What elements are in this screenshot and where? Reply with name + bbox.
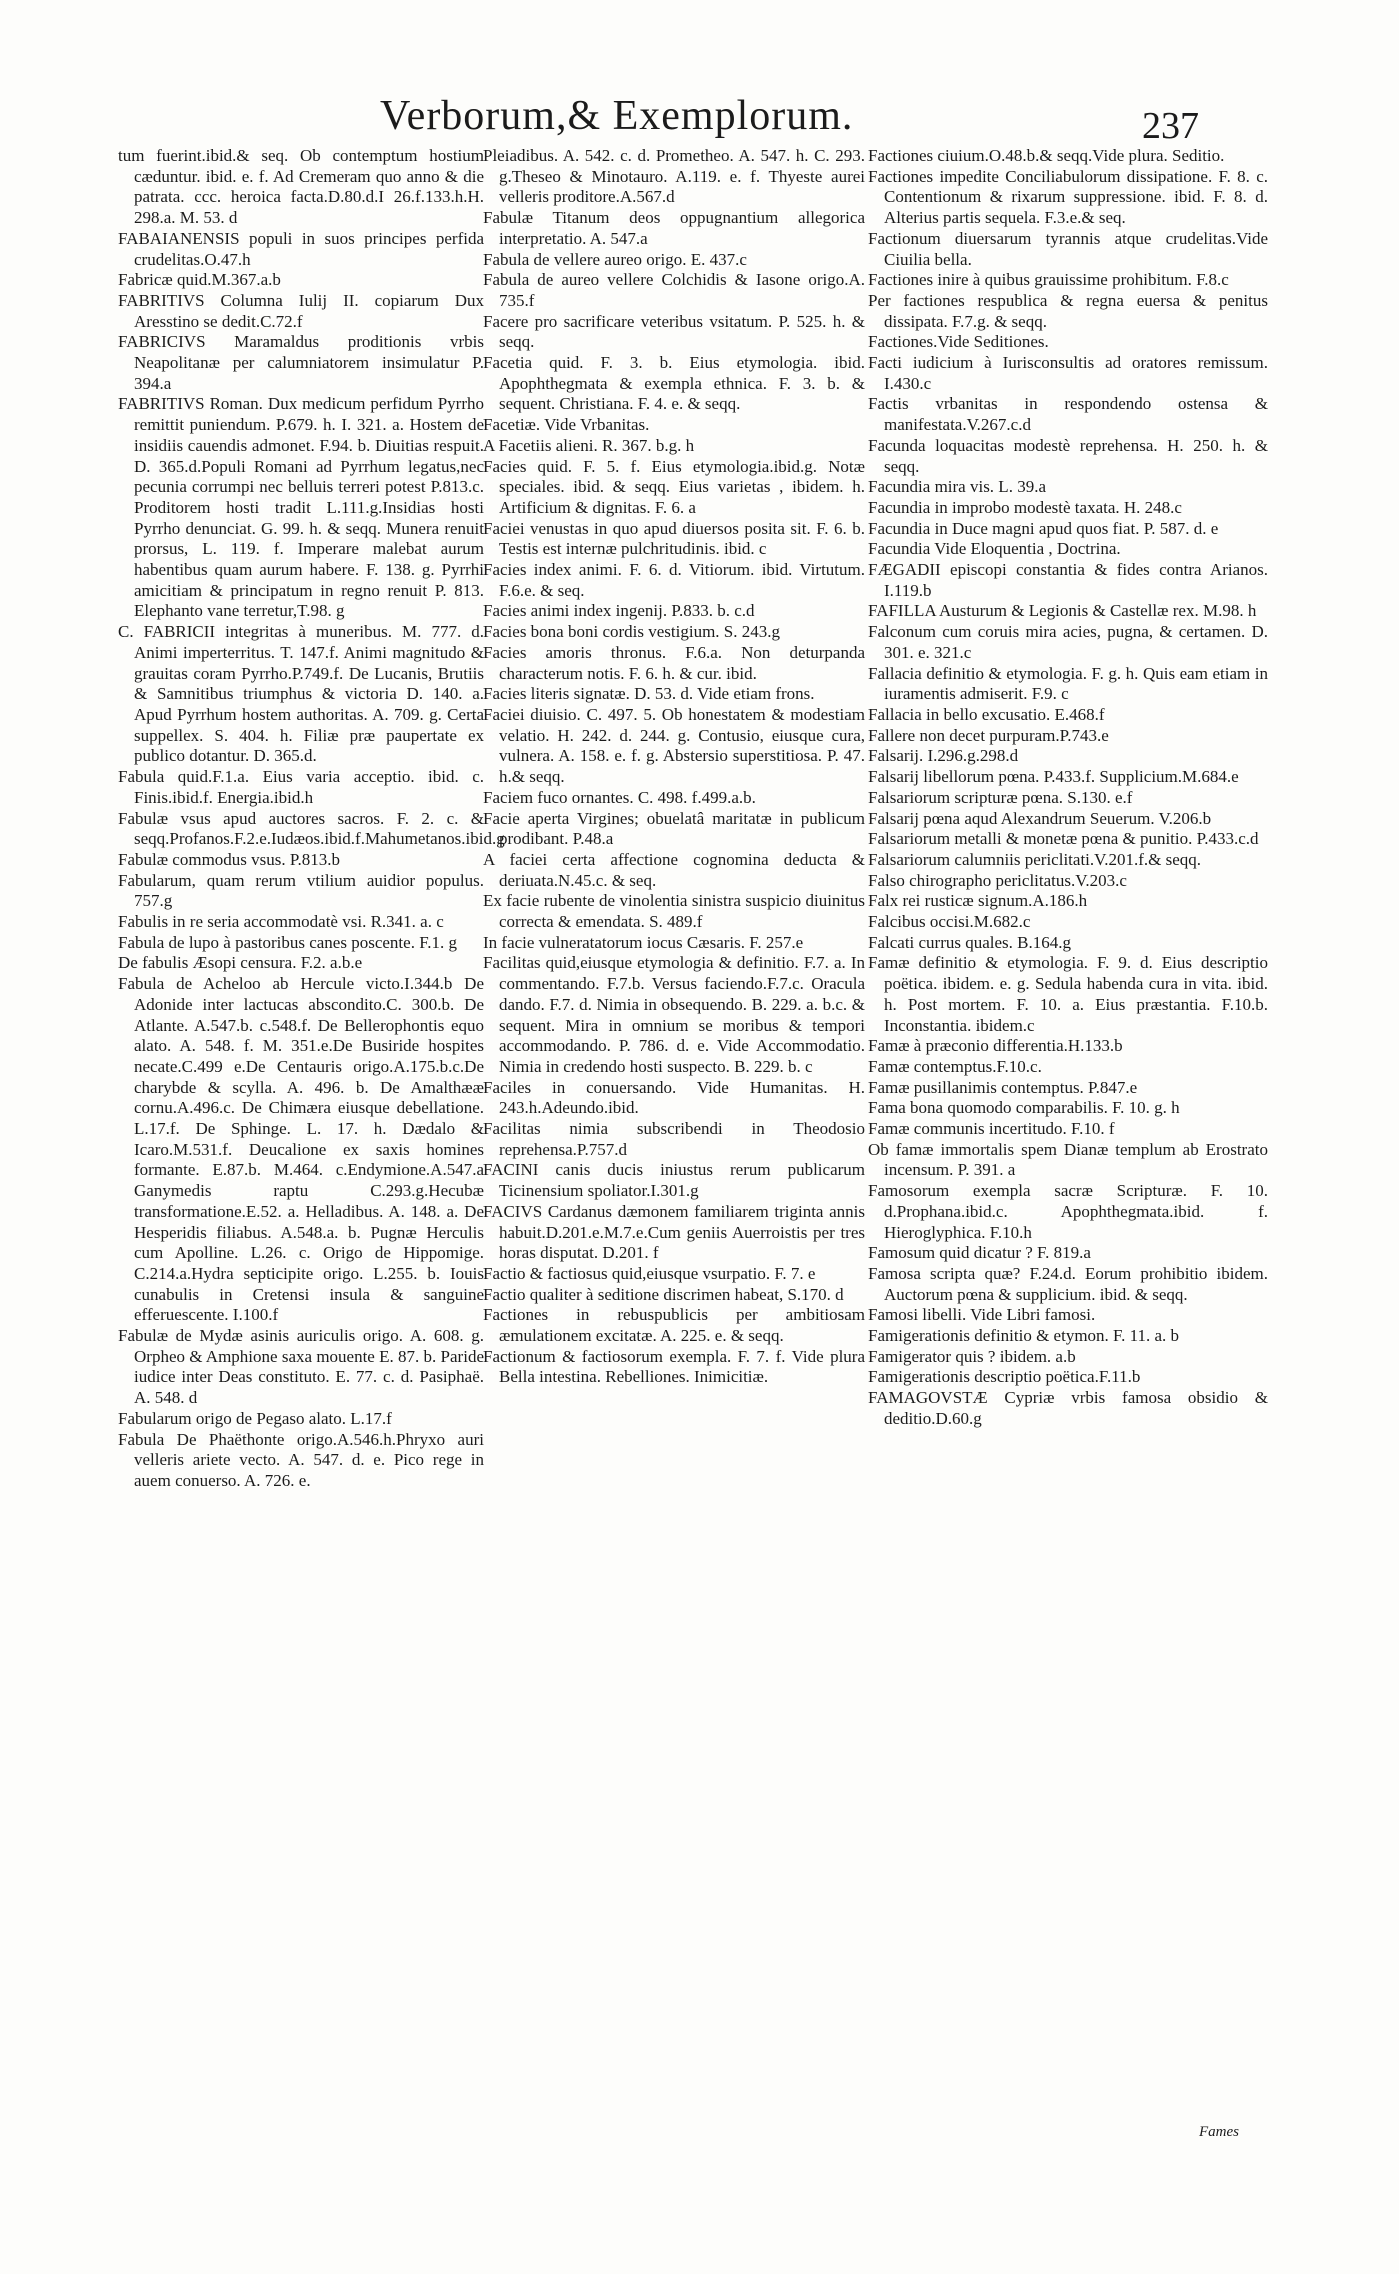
index-entry: Facundia mira vis. L. 39.a	[868, 477, 1046, 497]
index-entry: Falsariorum calumniis periclitati.V.201.f.& seqq.	[868, 849, 1202, 869]
index-entry: Fama bona quomodo comparabilis. F. 10. g. h	[868, 1098, 1180, 1118]
index-entry: Factiones.Vide Seditiones.	[868, 332, 1049, 352]
index-entry: Facies quid. F. 5. f. Eius etymologia.ibid.g. Notæ speciales. ibid. & seqq. Eius varietas , ibidem. h. Artificium & dignitas. F. 6. a	[483, 456, 865, 517]
index-entry: Faciem fuco ornantes. C. 498. f.499.a.b.	[483, 787, 756, 807]
index-entry: Facundia in improbo modestè taxata. H. 248.c	[868, 497, 1182, 517]
index-entry: Famæ communis incertitudo. F.10. f	[868, 1119, 1115, 1139]
index-entry: Faciles in conuersando. Vide Humanitas. H. 243.h.Adeundo.ibid.	[483, 1077, 865, 1118]
index-entry: Fabula De Phaëthonte origo.A.546.h.Phryxo auri velleris ariete vecto. A. 547. d. e. Pico rege in auem conuerso. A. 726. e.	[118, 1429, 484, 1490]
index-entry: Factiones impedite Conciliabulorum dissipatione. F. 8. c. Contentionum & rixarum suppressione. ibid. F. 8. d. Alterius partis sequela. F.3.e.& seq.	[868, 166, 1268, 228]
page-number: 237	[1142, 105, 1199, 147]
index-entry: FABAIANENSIS populi in suos principes perfida crudelitas.O.47.h	[118, 228, 484, 269]
running-head: Verborum,& Exemplorum.	[380, 93, 854, 139]
index-column-right	[868, 146, 1268, 1430]
index-entry: Factio & factiosus quid,eiusque vsurpatio. F. 7. e	[483, 1263, 816, 1283]
index-entry: Facetiæ. Vide Vrbanitas.	[483, 415, 650, 435]
index-entry: Falcati currus quales. B.164.g	[868, 932, 1072, 952]
index-entry: Falsarij. I.296.g.298.d	[868, 746, 1019, 766]
index-entry: Fabula de lupo à pastoribus canes poscente. F.1. g	[118, 932, 458, 952]
index-entry: Fallere non decet purpuram.P.743.e	[868, 725, 1109, 745]
index-entry: FAFILLA Austurum & Legionis & Castellæ rex. M.98. h	[868, 601, 1257, 621]
index-entry: De fabulis Æsopi censura. F.2. a.b.e	[118, 953, 363, 973]
index-entry: Factiones inire à quibus grauissime prohibitum. F.8.c	[868, 270, 1229, 290]
index-entry: Famigerationis definitio & etymon. F. 11. a. b	[868, 1326, 1180, 1346]
index-entry: In facie vulneratatorum iocus Cæsaris. F. 257.e	[483, 932, 804, 952]
index-entry: Faciei diuisio. C. 497. 5. Ob honestatem & modestiam velatio. H. 242. d. 244. g. Contusio, eiusque cura, vulnera. A. 158. e. f. g. Abstersio superstitiosa. P. 47. h.& seqq.	[483, 704, 865, 787]
index-entry: Famigerator quis ? ibidem. a.b	[868, 1346, 1076, 1366]
index-entry: Factionum & factiosorum exempla. F. 7. f. Vide plura Bella intestina. Rebelliones. Inimicitiæ.	[483, 1346, 865, 1387]
index-entry: Falsarij libellorum pœna. P.433.f. Supplicium.M.684.e	[868, 767, 1239, 787]
index-entry: Falx rei rusticæ signum.A.186.h	[868, 891, 1088, 911]
index-entry: Facie aperta Virgines; obuelatâ maritatæ in publicum prodibant. P.48.a	[483, 808, 865, 849]
index-entry: FAMAGOVSTÆ Cypriæ vrbis famosa obsidio & deditio.D.60.g	[868, 1388, 1268, 1428]
index-entry: Factiones in rebuspublicis per ambitiosam æmulationem excitatæ. A. 225. e. & seqq.	[483, 1305, 865, 1346]
index-entry: Fabulæ commodus vsus. P.813.b	[118, 849, 340, 869]
index-entry: Facilitas quid,eiusque etymologia & definitio. F.7. a. In commentando. F.7.b. Versus faciendo.F.7.c. Oracula dando. F.7. d. Nimia in obsequendo. B. 229. a. b.c. & sequent. Mira in omnium se moribus & tempori accommodando. P. 786. d. e. Vide Accommodatio. Nimia in credendo hosti suspecto. B. 229. b. c	[483, 953, 865, 1076]
index-entry: Fallacia definitio & etymologia. F. g. h. Quis eam etiam in iuramentis admiserit. F.9. c	[868, 663, 1268, 704]
index-entry: Factis vrbanitas in respondendo ostensa & manifestata.V.267.c.d	[868, 394, 1268, 435]
index-entry: Fabulæ Titanum deos oppugnantium allegorica interpretatio. A. 547.a	[483, 208, 865, 248]
index-entry: Facundia Vide Eloquentia , Doctrina.	[868, 539, 1121, 559]
index-entry: C. FABRICII integritas à muneribus. M. 777. d. Animi imperterritus. T. 147.f. Animi magnitudo & grauitas coram Pyrrho.P.749.f. De Lucanis, Brutiis & Samnitibus triumphus & victoria D. 140. a. Apud Pyrrhum hostem authoritas. A. 709. g. Certa suppellex. S. 404. h. Filiæ præ paupertate ex publico dotantur. D. 365.d.	[118, 622, 484, 766]
index-entry: tum fuerint.ibid.& seq. Ob contemptum hostium cæduntur. ibid. e. f. Ad Cremeram quo anno & die patrata. ccc. heroica facta.D.80.d.I 26.f.133.h.H. 298.a. M. 53. d	[118, 146, 484, 228]
index-entry: Ob famæ immortalis spem Dianæ templum ab Erostrato incensum. P. 391. a	[868, 1139, 1268, 1180]
index-entry: Facies literis signatæ. D. 53. d. Vide etiam frons.	[483, 684, 815, 704]
index-entry: Ex facie rubente de vinolentia sinistra suspicio diuinitus correcta & emendata. S. 489.f	[483, 891, 865, 932]
index-entry: Falconum cum coruis mira acies, pugna, & certamen. D. 301. e. 321.c	[868, 622, 1268, 662]
index-entry: Facies amoris thronus. F.6.a. Non deturpanda characterum notis. F. 6. h. & cur. ibid.	[483, 642, 865, 683]
index-entry: Facilitas nimia subscribendi in Theodosio reprehensa.P.757.d	[483, 1119, 865, 1159]
index-entry: Facere pro sacrificare veteribus vsitatum. P. 525. h. & seqq.	[483, 311, 865, 352]
index-entry: Per factiones respublica & regna euersa & penitus dissipata. F.7.g. & seqq.	[868, 290, 1268, 331]
index-entry: Factio qualiter à seditione discrimen habeat, S.170. d	[483, 1284, 844, 1304]
index-entry: Facies bona boni cordis vestigium. S. 243.g	[483, 622, 781, 642]
index-entry: Fabularum origo de Pegaso alato. L.17.f	[118, 1408, 392, 1428]
index-entry: Facunda loquacitas modestè reprehensa. H. 250. h. & seqq.	[868, 435, 1268, 476]
index-entry: Fabulis in re seria accommodatè vsi. R.341. a. c	[118, 912, 444, 932]
index-entry: Fabulæ de Mydæ asinis auriculis origo. A. 608. g. Orpheo & Amphione saxa mouente E. 87. b. Paride iudice inter Deas constituto. E. 77. c. d. Pasiphaë. A. 548. d	[118, 1326, 484, 1408]
index-column-left	[118, 146, 505, 1492]
index-entry: Fabula de Acheloo ab Hercule victo.I.344.b De Adonide inter lactucas abscondito.C. 300.b. De Atlante. A.547.b. c.548.f. De Bellerophontis equo alato. A. 548. f. M. 351.e.De Busiride hospites necate.C.499 e.De Centauris origo.A.175.b.c.De charybde & scylla. A. 496. b. De Amalthææ cornu.A.496.c. De Chimæra eiusque debellatione. L.17.f. De Sphinge. L. 17. h. Dædalo & Icaro.M.531.f. Deucalione ex saxis homines formante. E.87.b. M.464. c.Endymione.A.547.a Ganymedis raptu C.293.g.Hecubæ transformatione.E.52. a. Helladibus. A. 148. a. De Hesperidis filiabus. A.548.a. b. Pugnæ Herculis cum Apolline. L.26. c. Origo de Hippomige. C.214.a.Hydra septicipite origo. L.255. b. Iouis cunabulis in Cretensi insula & sanguine efferuescente. I.100.f	[118, 974, 484, 1325]
index-entry: Facies animi index ingenij. P.833. b. c.d	[483, 601, 755, 621]
index-entry: Famosa scripta quæ? F.24.d. Eorum prohibitio ibidem. Auctorum pœna & supplicium. ibid. & seqq.	[868, 1263, 1268, 1304]
index-entry: FACIVS Cardanus dæmonem familiarem triginta annis habuit.D.201.e.M.7.e.Cum geniis Auerroistis per tres horas disputat. D.201. f	[483, 1201, 865, 1263]
index-entry: FABRITIVS Columna Iulij II. copiarum Dux Aresstino se dedit.C.72.f	[118, 290, 484, 331]
index-entry: A faciei certa affectione cognomina deducta & deriuata.N.45.c. & seq.	[483, 849, 865, 890]
index-entry: Fabulæ vsus apud auctores sacros. F. 2. c. & seqq.Profanos.F.2.e.Iudæos.ibid.f.Mahumetanos.ibid.g	[118, 808, 505, 849]
index-entry: FACINI canis ducis iniustus rerum publicarum Ticinensium spoliator.I.301.g	[483, 1160, 865, 1201]
index-entry: Facies index animi. F. 6. d. Vitiorum. ibid. Virtutum. F.6.e. & seq.	[483, 560, 865, 600]
index-entry: Pleiadibus. A. 542. c. d. Prometheo. A. 547. h. C. 293. g.Theseo & Minotauro. A.119. e. f. Thyeste aurei velleris proditore.A.567.d	[483, 146, 865, 207]
index-entry: Falcibus occisi.M.682.c	[868, 912, 1031, 932]
index-entry: Fabula de aureo vellere Colchidis & Iasone origo.A. 735.f	[483, 270, 865, 310]
index-entry: Famosi libelli. Vide Libri famosi.	[868, 1305, 1096, 1325]
index-entry: Fallacia in bello excusatio. E.468.f	[868, 704, 1105, 724]
index-entry: Famosum quid dicatur ? F. 819.a	[868, 1243, 1091, 1263]
index-entry: FABRICIVS Maramaldus proditionis vrbis Neapolitanæ per calumniatorem insimulatur P. 394.a	[118, 332, 484, 393]
index-entry: Famæ definitio & etymologia. F. 9. d. Eius descriptio poëtica. ibidem. e. g. Sedula habenda cura in vita. ibid. h. Post mortem. F. 10. a. Eius præstantia. F.10.b. Inconstantia. ibidem.c	[868, 953, 1268, 1035]
index-entry: Falsarij pœna aqud Alexandrum Seuerum. V.206.b	[868, 808, 1212, 828]
index-entry: Famæ contemptus.F.10.c.	[868, 1056, 1042, 1076]
index-entry: A Facetiis alieni. R. 367. b.g. h	[483, 435, 695, 455]
index-entry: Famæ à præconio differentia.H.133.b	[868, 1036, 1123, 1056]
index-entry: FÆGADII episcopi constantia & fides contra Arianos. I.119.b	[868, 560, 1268, 600]
index-entry: Famigerationis descriptio poëtica.F.11.b	[868, 1367, 1141, 1387]
index-entry: Factionum diuersarum tyrannis atque crudelitas.Vide Ciuilia bella.	[868, 228, 1268, 269]
index-entry: Falso chirographo periclitatus.V.203.c	[868, 870, 1127, 890]
index-entry: Famosorum exempla sacræ Scripturæ. F. 10. d.Prophana.ibid.c. Apophthegmata.ibid. f. Hieroglyphica. F.10.h	[868, 1181, 1268, 1242]
index-entry: Falsariorum scripturæ pœna. S.130. e.f	[868, 787, 1133, 807]
index-column-middle	[483, 146, 865, 1388]
index-entry: Fabularum, quam rerum vtilium auidior populus. 757.g	[118, 870, 484, 911]
index-entry: Falsariorum metalli & monetæ pœna & punitio. P.433.c.d	[868, 829, 1259, 849]
index-entry: Fabula de vellere aureo origo. E. 437.c	[483, 249, 747, 269]
index-entry: Famæ pusillanimis contemptus. P.847.e	[868, 1077, 1138, 1097]
index-entry: Facundia in Duce magni apud quos fiat. P. 587. d. e	[868, 518, 1219, 538]
index-entry: Facti iudicium à Iurisconsultis ad oratores remissum. I.430.c	[868, 353, 1268, 393]
index-entry: Fabula quid.F.1.a. Eius varia acceptio. ibid. c. Finis.ibid.f. Energia.ibid.h	[118, 767, 484, 807]
index-entry: Fabricæ quid.M.367.a.b	[118, 270, 281, 290]
index-entry: Factiones ciuium.O.48.b.& seqq.Vide plura. Seditio.	[868, 146, 1225, 165]
index-entry: FABRITIVS Roman. Dux medicum perfidum Pyrrho remittit puniendum. P.679. h. I. 321. a. Hostem de insidiis cauendis admonet. F.94. b. Diuitias respuit. D. 365.d.Populi Romani ad Pyrrhum legatus,nec pecunia corrumpi nec belluis terreri potest P.813.c. Proditorem hosti tradit L.111.g.Insidias hosti Pyrrho denunciat. G. 99. h. & seqq. Munera renuit prorsus, L. 119. f. Imperare malebat aurum habentibus quam aurum habere. F. 138. g. Pyrrhi amicitiam & principatum in regno renuit P. 813. Elephanto vane terretur,T.98. g	[118, 394, 484, 621]
index-entry: Facetia quid. F. 3. b. Eius etymologia. ibid. Apophthegmata & exempla ethnica. F. 3. b. & sequent. Christiana. F. 4. e. & seqq.	[483, 353, 865, 414]
index-entry: Faciei venustas in quo apud diuersos posita sit. F. 6. b. Testis est internæ pulchritudinis. ibid. c	[483, 518, 865, 559]
catchword: Fames	[1199, 2124, 1239, 2140]
